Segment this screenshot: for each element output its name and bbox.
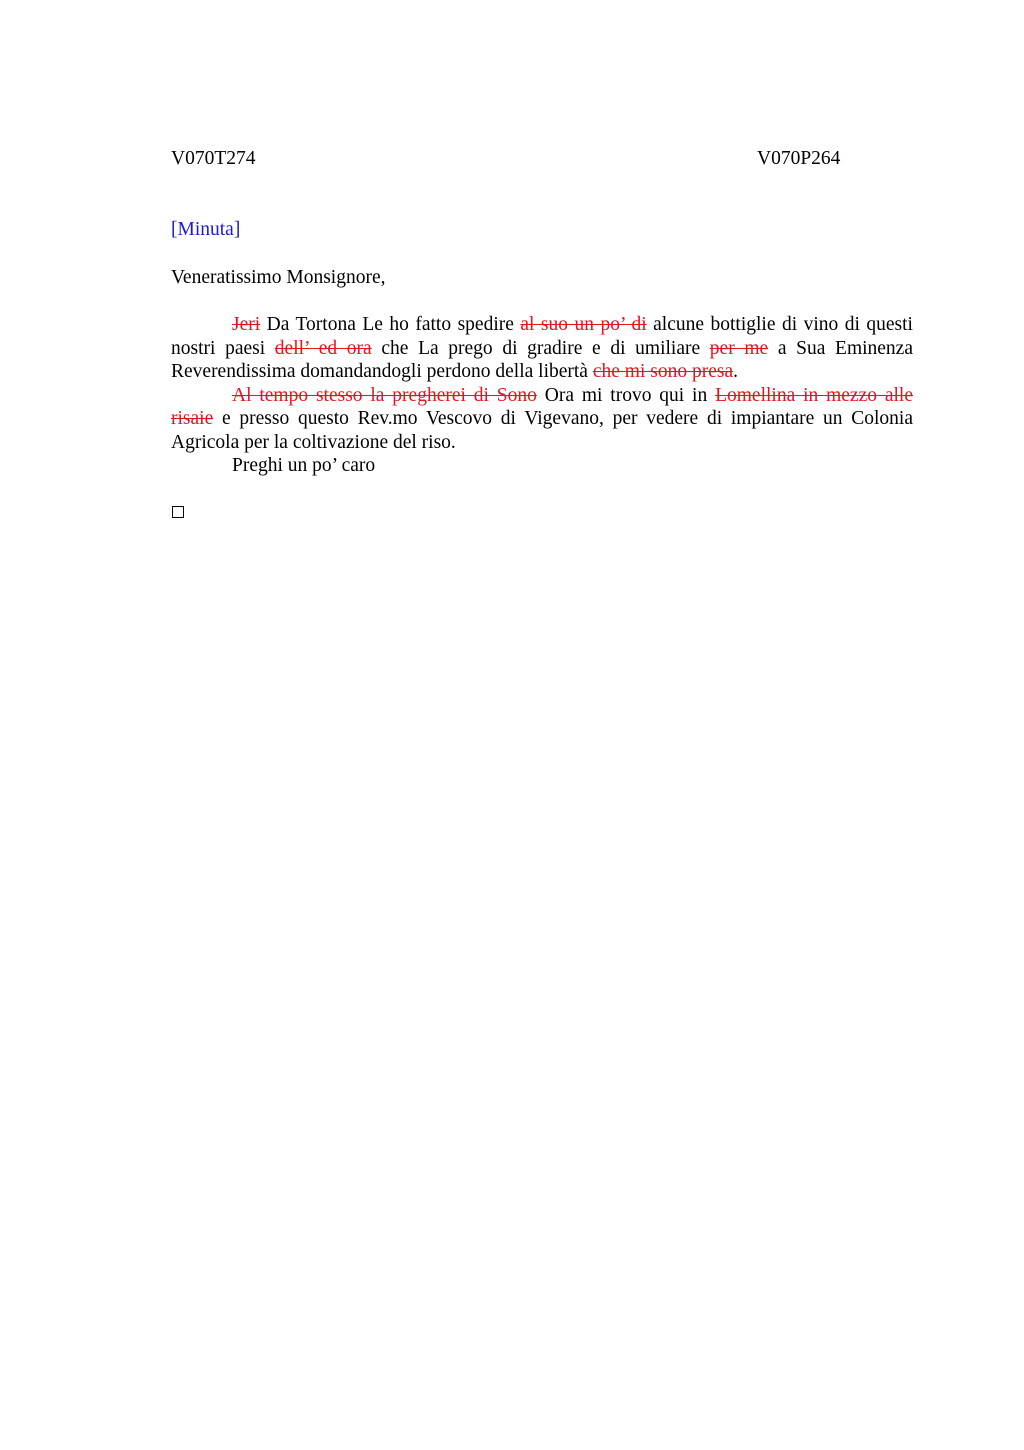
deleted-text: Jeri <box>232 314 261 335</box>
paragraph-3 <box>171 454 913 478</box>
text-run: a Sua Eminenza Reverendissima domandandogli perdono della libertà <box>171 337 913 382</box>
letter-body <box>171 313 913 478</box>
deleted-text: per me <box>709 337 769 359</box>
end-marker-square-icon <box>172 506 184 518</box>
deleted-text: Al tempo stesso la pregherei di Sono <box>232 384 537 406</box>
deleted-text: che mi sono presa <box>592 361 734 382</box>
paragraph-2 <box>171 384 913 455</box>
document-code-right: V070P264 <box>757 148 841 169</box>
salutation: Veneratissimo Monsignore, <box>171 267 386 288</box>
text-run: Ora mi trovo qui in <box>536 384 716 406</box>
deleted-text: al suo un po’ di <box>520 314 647 335</box>
paragraph-1 <box>171 313 913 384</box>
text-run: . <box>733 361 738 382</box>
text-run: e presso questo Rev.mo Vescovo di Vigevano, per vedere di impiantare un Colonia Agricola per la coltivazione del riso. <box>171 408 913 453</box>
deleted-text: dell’ ed ora <box>274 337 372 359</box>
text-run: Preghi un po’ caro <box>232 455 376 476</box>
deleted-text: Lomellina in mezzo alle risaie <box>171 384 913 429</box>
document-code-left: V070T274 <box>171 148 256 169</box>
text-run: che La prego di gradire e di umiliare <box>371 337 710 359</box>
note-label: [Minuta] <box>171 219 241 240</box>
text-run: alcune bottiglie di vino di questi nostri paesi <box>171 314 913 359</box>
text-run: Da Tortona Le ho fatto spedire <box>260 314 521 335</box>
